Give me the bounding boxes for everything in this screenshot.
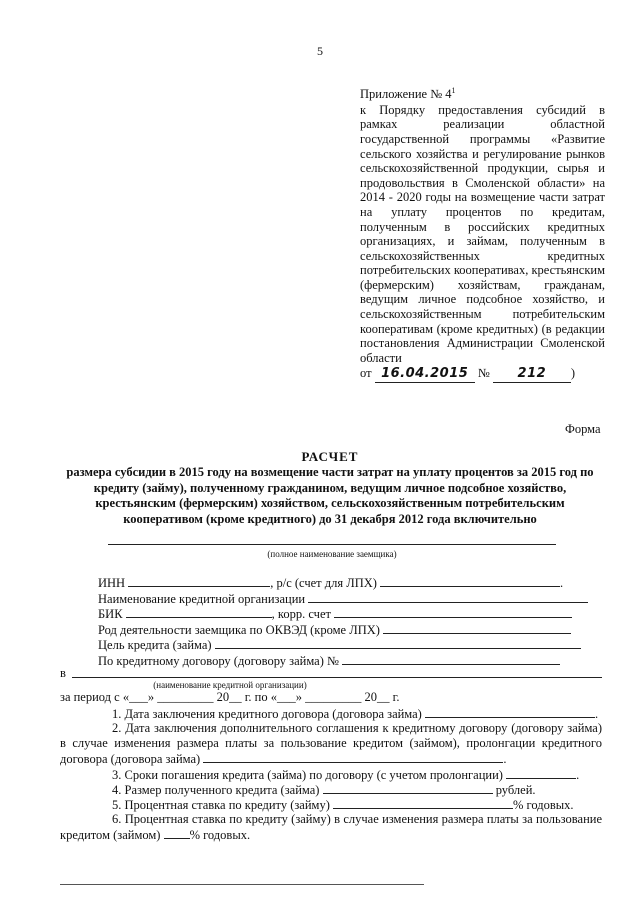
- borrower-name-line[interactable]: [108, 544, 556, 545]
- contract-number-field[interactable]: [342, 653, 560, 665]
- appendix-title: Приложение № $4^1$: [360, 86, 456, 102]
- row-contract: По кредитному договору (договору займа) №: [98, 653, 560, 669]
- item-3: 3. Сроки погашения кредита (займа) по договору (с учетом пролонгации) .: [112, 768, 580, 782]
- item-6: 6. Процентная ставка по кредиту (займу) в случае изменения размера платы за пользование кредитом (займом) % годовых.: [60, 812, 602, 842]
- account-field[interactable]: [380, 575, 560, 587]
- item-6-field[interactable]: [164, 827, 190, 839]
- bank-caption: (наименование кредитной организации): [153, 680, 307, 690]
- purpose-field[interactable]: [215, 637, 581, 649]
- item-3-field[interactable]: [506, 767, 576, 779]
- appendix-block: [360, 84, 605, 383]
- title-main: РАСЧЕТ: [301, 449, 359, 464]
- inn-field[interactable]: [128, 575, 270, 587]
- item-4: 4. Размер полученного кредита (займа) рублей.: [112, 783, 536, 797]
- bank-name-line[interactable]: [72, 677, 602, 678]
- item-2: 2. Дата заключения дополнительного соглашения к кредитному договору (договору займа) в случае изменения размера платы за пользование кредитом (займом), пролонгации кредитного договора (договора займа) .: [60, 721, 602, 766]
- item-5: 5. Процентная ставка по кредиту (займу) % годовых.: [112, 798, 574, 812]
- row-bank-name: Наименование кредитной организации: [98, 591, 588, 607]
- bik-field[interactable]: [126, 606, 272, 618]
- corr-account-field[interactable]: [334, 606, 572, 618]
- handwritten-number: 212: [493, 367, 571, 383]
- row-okved: Род деятельности заемщика по ОКВЭД (кроме ЛПХ): [98, 622, 571, 638]
- item-1-field[interactable]: [425, 706, 595, 718]
- footnote-divider: [60, 884, 424, 885]
- title-subtitle: размера субсидии в 2015 году на возмещение части затрат на уплату процентов за 2015 год по кредиту (займу), полученному гражданином, ведущим личное подсобное хозяйство, крестьянским (фермерским) хозяйством, сельскохозяйственным потребительским кооперативом (кроме кредитного) до 31 декабря 2012 года включительно: [66, 465, 594, 526]
- row-bik: БИК , корр. счет: [98, 606, 572, 622]
- page-number: 5: [317, 44, 323, 58]
- row-purpose: Цель кредита (займа): [98, 637, 581, 653]
- bank-name-field[interactable]: [308, 591, 588, 603]
- row-period: за период с «___» _________ 20__ г. по «___» _________ 20__ г.: [60, 690, 400, 704]
- okved-field[interactable]: [383, 622, 571, 634]
- item-1: 1. Дата заключения кредитного договора (договора займа) .: [112, 707, 599, 721]
- form-label: Форма: [565, 422, 601, 436]
- item-5-field[interactable]: [333, 797, 513, 809]
- item-4-field[interactable]: [323, 782, 493, 794]
- appendix-body: к Порядку предоставления субсидий в рамках реализации областной государственной программы «Развитие сельского хозяйства и регулирование рынков сельскохозяйственной продукции, сырья и продовольствия в Смоленской области» на 2014 - 2020 годы на возмещение части затрат на уплату процентов по кредитам, полученным в российских кредитных организациях, и займам, полученным в сельскохозяйственных кредитных потребительских кооперативах, крестьянским (фермерским) хозяйствам, гражданам, ведущим личное подсобное хозяйство, и сельскохозяйственным потребительским кооперативам (кроме кредитных) (в редакции постановления Администрации Смоленской области: [360, 102, 606, 365]
- row-inn: ИНН , р/с (счет для ЛПХ) .: [98, 576, 564, 590]
- borrower-caption: (полное наименование заемщика): [267, 549, 397, 559]
- handwritten-date: 16.04.2015: [375, 367, 475, 383]
- document-title: [60, 449, 600, 527]
- row-in: в: [60, 666, 66, 680]
- item-2-field[interactable]: [203, 751, 503, 763]
- appendix-date-line: от 16.04.2015 № 212 ): [360, 366, 576, 382]
